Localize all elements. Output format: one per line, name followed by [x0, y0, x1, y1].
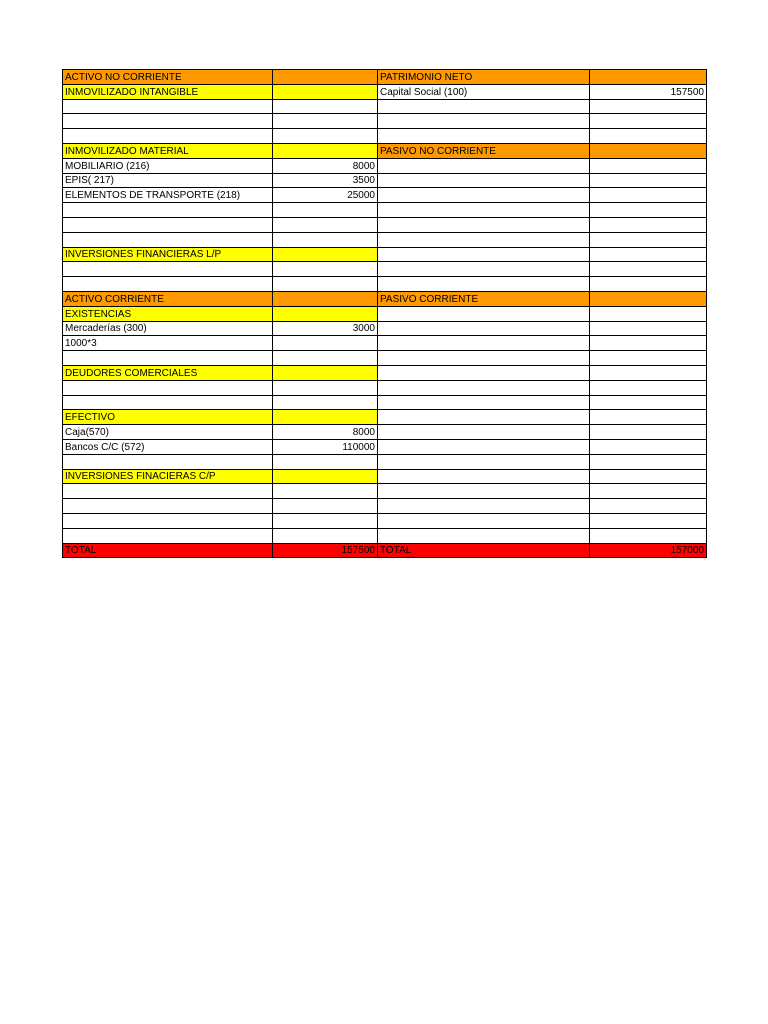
- table-cell[interactable]: [273, 84, 378, 99]
- table-row: [63, 528, 707, 543]
- balance-sheet-table: [62, 69, 707, 558]
- table-cell[interactable]: [590, 410, 707, 425]
- table-cell[interactable]: [273, 365, 378, 380]
- table-cell[interactable]: TOTAL: [63, 543, 273, 558]
- table-cell[interactable]: [273, 70, 378, 85]
- table-cell[interactable]: [590, 351, 707, 366]
- table-cell[interactable]: ELEMENTOS DE TRANSPORTE (218): [63, 188, 273, 203]
- table-cell[interactable]: [378, 410, 590, 425]
- table-cell[interactable]: [63, 129, 273, 144]
- table-row: [63, 454, 707, 469]
- table-cell[interactable]: [63, 454, 273, 469]
- table-cell[interactable]: INMOVILIZADO INTANGIBLE: [63, 84, 273, 99]
- table-cell[interactable]: Mercaderías (300): [63, 321, 273, 336]
- table-cell[interactable]: [273, 528, 378, 543]
- table-cell[interactable]: [590, 395, 707, 410]
- table-row: [63, 188, 707, 203]
- table-cell[interactable]: [590, 484, 707, 499]
- table-row: [63, 232, 707, 247]
- table-cell[interactable]: [378, 395, 590, 410]
- table-cell[interactable]: Caja(570): [63, 425, 273, 440]
- table-cell[interactable]: [590, 99, 707, 114]
- table-cell[interactable]: DEUDORES COMERCIALES: [63, 365, 273, 380]
- table-row: [63, 321, 707, 336]
- table-cell[interactable]: [590, 173, 707, 188]
- table-cell[interactable]: PASIVO NO CORRIENTE: [378, 143, 590, 158]
- table-cell[interactable]: [63, 395, 273, 410]
- table-cell[interactable]: [590, 499, 707, 514]
- table-cell[interactable]: [378, 306, 590, 321]
- table-cell[interactable]: [378, 454, 590, 469]
- table-cell[interactable]: [590, 321, 707, 336]
- table-cell[interactable]: 157500: [273, 543, 378, 558]
- table-row: [63, 351, 707, 366]
- table-cell[interactable]: [378, 528, 590, 543]
- table-cell[interactable]: [590, 232, 707, 247]
- table-cell[interactable]: [590, 454, 707, 469]
- table-cell[interactable]: [590, 306, 707, 321]
- table-cell[interactable]: 3000: [273, 321, 378, 336]
- table-cell[interactable]: 157500: [590, 84, 707, 99]
- table-cell[interactable]: [590, 425, 707, 440]
- table-cell[interactable]: [590, 129, 707, 144]
- table-cell[interactable]: [590, 262, 707, 277]
- table-row: [63, 306, 707, 321]
- table-cell[interactable]: [378, 158, 590, 173]
- table-row: [63, 469, 707, 484]
- table-cell[interactable]: EXISTENCIAS: [63, 306, 273, 321]
- table-cell[interactable]: [590, 291, 707, 306]
- table-cell[interactable]: [378, 217, 590, 232]
- table-cell[interactable]: [590, 336, 707, 351]
- table-cell[interactable]: [273, 410, 378, 425]
- table-row: [63, 439, 707, 454]
- table-cell[interactable]: [378, 203, 590, 218]
- table-cell[interactable]: 3500: [273, 173, 378, 188]
- table-cell[interactable]: [590, 217, 707, 232]
- table-cell[interactable]: [378, 351, 590, 366]
- table-cell[interactable]: INVERSIONES FINANCIERAS L/P: [63, 247, 273, 262]
- table-cell[interactable]: [273, 513, 378, 528]
- table-cell[interactable]: [273, 306, 378, 321]
- table-row: [63, 336, 707, 351]
- table-cell[interactable]: [63, 114, 273, 129]
- table-cell[interactable]: [378, 365, 590, 380]
- table-row: [63, 99, 707, 114]
- table-cell[interactable]: [273, 232, 378, 247]
- table-cell[interactable]: [378, 262, 590, 277]
- table-cell[interactable]: [378, 499, 590, 514]
- table-cell[interactable]: TOTAL: [378, 543, 590, 558]
- table-cell[interactable]: [273, 247, 378, 262]
- table-cell[interactable]: [590, 513, 707, 528]
- table-cell[interactable]: [378, 380, 590, 395]
- table-cell[interactable]: [63, 528, 273, 543]
- table-cell[interactable]: [590, 70, 707, 85]
- table-cell[interactable]: [273, 291, 378, 306]
- table-row: [63, 395, 707, 410]
- table-row: [63, 543, 707, 558]
- table-cell[interactable]: [590, 188, 707, 203]
- table-cell[interactable]: MOBILIARIO (216): [63, 158, 273, 173]
- table-cell[interactable]: 1000*3: [63, 336, 273, 351]
- table-row: [63, 484, 707, 499]
- table-cell[interactable]: [378, 129, 590, 144]
- table-cell[interactable]: [273, 469, 378, 484]
- table-cell[interactable]: [63, 513, 273, 528]
- table-cell[interactable]: [378, 247, 590, 262]
- table-row: [63, 499, 707, 514]
- table-cell[interactable]: [590, 247, 707, 262]
- table-row: [63, 277, 707, 292]
- table-row: [63, 247, 707, 262]
- table-cell[interactable]: [273, 336, 378, 351]
- table-cell[interactable]: INVERSIONES FINACIERAS C/P: [63, 469, 273, 484]
- table-cell[interactable]: [378, 513, 590, 528]
- table-row: [63, 410, 707, 425]
- table-cell[interactable]: [273, 143, 378, 158]
- table-cell[interactable]: [590, 143, 707, 158]
- table-row: [63, 365, 707, 380]
- table-cell[interactable]: [273, 499, 378, 514]
- table-cell[interactable]: Bancos C/C (572): [63, 439, 273, 454]
- table-cell[interactable]: [378, 484, 590, 499]
- table-cell[interactable]: [63, 380, 273, 395]
- table-cell[interactable]: ACTIVO CORRIENTE: [63, 291, 273, 306]
- table-row: [63, 84, 707, 99]
- table-cell[interactable]: EFECTIVO: [63, 410, 273, 425]
- table-cell[interactable]: [378, 425, 590, 440]
- table-cell[interactable]: 157000: [590, 543, 707, 558]
- table-row: [63, 158, 707, 173]
- table-cell[interactable]: [590, 114, 707, 129]
- table-row: [63, 70, 707, 85]
- table-row: [63, 114, 707, 129]
- table-cell[interactable]: 110000: [273, 439, 378, 454]
- table-cell[interactable]: [378, 439, 590, 454]
- table-cell[interactable]: Capital Social (100): [378, 84, 590, 99]
- table-cell[interactable]: [273, 217, 378, 232]
- table-cell[interactable]: [590, 528, 707, 543]
- table-cell[interactable]: 8000: [273, 158, 378, 173]
- table-cell[interactable]: [63, 217, 273, 232]
- table-cell[interactable]: [273, 262, 378, 277]
- table-row: [63, 262, 707, 277]
- table-cell[interactable]: [63, 232, 273, 247]
- table-cell[interactable]: [590, 469, 707, 484]
- table-cell[interactable]: EPIS( 217): [63, 173, 273, 188]
- table-cell[interactable]: [378, 336, 590, 351]
- table-row: [63, 425, 707, 440]
- table-cell[interactable]: [590, 277, 707, 292]
- table-cell[interactable]: ACTIVO NO CORRIENTE: [63, 70, 273, 85]
- table-cell[interactable]: [378, 173, 590, 188]
- table-cell[interactable]: [273, 277, 378, 292]
- table-cell[interactable]: [273, 114, 378, 129]
- table-cell[interactable]: PASIVO CORRIENTE: [378, 291, 590, 306]
- table-row: [63, 217, 707, 232]
- table-row: [63, 380, 707, 395]
- table-cell[interactable]: [378, 277, 590, 292]
- table-row: [63, 143, 707, 158]
- table-cell[interactable]: [273, 99, 378, 114]
- table-cell[interactable]: [273, 380, 378, 395]
- table-cell[interactable]: [273, 129, 378, 144]
- table-cell[interactable]: [63, 484, 273, 499]
- table-row: [63, 173, 707, 188]
- table-cell[interactable]: [590, 380, 707, 395]
- table-cell[interactable]: [378, 188, 590, 203]
- table-cell[interactable]: [590, 158, 707, 173]
- table-cell[interactable]: [63, 203, 273, 218]
- table-cell[interactable]: INMOVILIZADO MATERIAL: [63, 143, 273, 158]
- table-row: [63, 291, 707, 306]
- table-cell[interactable]: [378, 469, 590, 484]
- table-cell[interactable]: [378, 99, 590, 114]
- table-cell[interactable]: [63, 499, 273, 514]
- table-cell[interactable]: [63, 99, 273, 114]
- table-row: [63, 513, 707, 528]
- table-cell[interactable]: [378, 114, 590, 129]
- table-cell[interactable]: [378, 232, 590, 247]
- table-cell[interactable]: [590, 203, 707, 218]
- table-cell[interactable]: [273, 454, 378, 469]
- table-cell[interactable]: [590, 439, 707, 454]
- table-cell[interactable]: 25000: [273, 188, 378, 203]
- table-cell[interactable]: [273, 203, 378, 218]
- table-cell[interactable]: [63, 351, 273, 366]
- table-cell[interactable]: [273, 395, 378, 410]
- table-cell[interactable]: PATRIMONIO NETO: [378, 70, 590, 85]
- table-cell[interactable]: [63, 277, 273, 292]
- table-cell[interactable]: [273, 351, 378, 366]
- table-row: [63, 129, 707, 144]
- balance-sheet-body: [63, 70, 707, 558]
- table-cell[interactable]: 8000: [273, 425, 378, 440]
- table-row: [63, 203, 707, 218]
- table-cell[interactable]: [273, 484, 378, 499]
- table-cell[interactable]: [63, 262, 273, 277]
- table-cell[interactable]: [590, 365, 707, 380]
- table-cell[interactable]: [378, 321, 590, 336]
